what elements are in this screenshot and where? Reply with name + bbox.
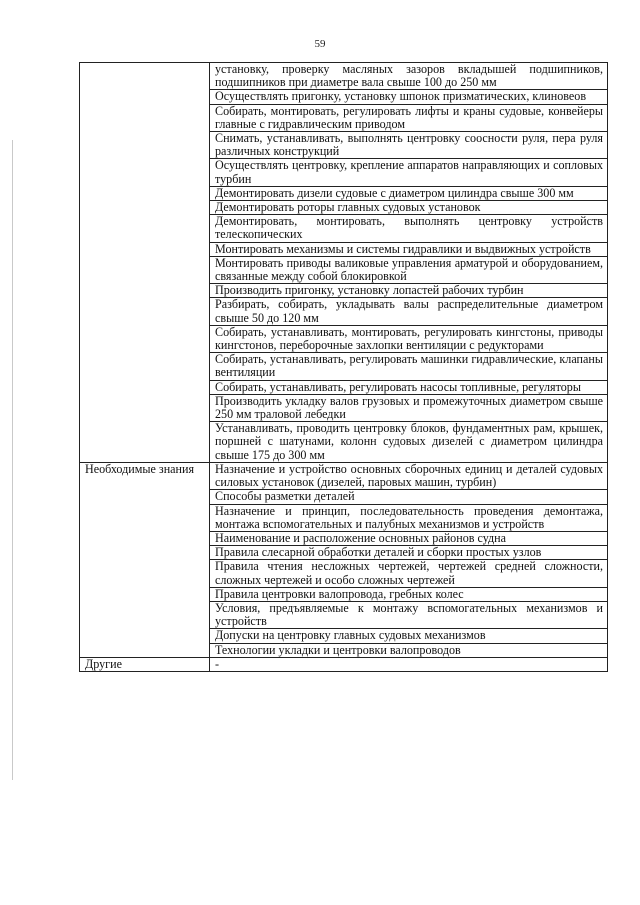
other-label: Другие — [80, 657, 210, 671]
skill-item: Демонтировать, монтировать, выполнять центровку устройств телескопических — [210, 215, 608, 242]
table-row — [80, 63, 608, 90]
skill-item: Собирать, устанавливать, монтировать, регулировать кингстоны, приводы кингстонов, переборочные захлопки вентиляции с редукторами — [210, 325, 608, 352]
skill-item: Осуществлять пригонку, установку шпонок призматических, клиновеов — [210, 90, 608, 104]
knowledge-item: Способы разметки деталей — [210, 490, 608, 504]
skill-item: Демонтировать роторы главных судовых установок — [210, 201, 608, 215]
requirements-table — [79, 62, 608, 672]
skill-item: Производить укладку валов грузовых и промежуточных диаметром свыше 250 мм траловой лебедки — [210, 394, 608, 421]
skill-item: Снимать, устанавливать, выполнять центровку соосности руля, пера руля различных конструкций — [210, 132, 608, 159]
skill-item: Производить пригонку, установку лопастей рабочих турбин — [210, 284, 608, 298]
knowledge-item: Назначение и устройство основных сборочных единиц и деталей судовых силовых установок (дизелей, паровых машин, турбин) — [210, 462, 608, 489]
skill-item: Разбирать, собирать, укладывать валы распределительные диаметром свыше 50 до 120 мм — [210, 298, 608, 325]
skill-item: Осуществлять центровку, крепление аппаратов направляющих и сопловых турбин — [210, 159, 608, 186]
table-row — [80, 657, 608, 671]
knowledge-item: Технологии укладки и центровки валопроводов — [210, 643, 608, 657]
table-row — [80, 462, 608, 489]
skill-item: установку, проверку масляных зазоров вкладышей подшипников, подшипников при диаметре вала свыше 100 до 250 мм — [210, 63, 608, 90]
knowledge-item: Наименование и расположение основных районов судна — [210, 531, 608, 545]
skill-item: Монтировать механизмы и системы гидравлики и выдвижных устройств — [210, 242, 608, 256]
other-value: - — [210, 657, 608, 671]
skills-section-cell — [80, 63, 210, 463]
knowledge-item: Правила чтения несложных чертежей, чертежей средней сложности, сложных чертежей и особо сложных чертежей — [210, 560, 608, 587]
page-number: 59 — [314, 38, 326, 50]
skill-item: Монтировать приводы валиковые управления арматурой и оборудованием, связанные между собой блокировкой — [210, 256, 608, 283]
skill-item: Собирать, монтировать, регулировать лифты и краны судовые, конвейеры главные с гидравлическим приводом — [210, 104, 608, 131]
knowledge-item: Правила центровки валопровода, гребных колес — [210, 587, 608, 601]
knowledge-item: Допуски на центровку главных судовых механизмов — [210, 629, 608, 643]
knowledge-item: Правила слесарной обработки деталей и сборки простых узлов — [210, 546, 608, 560]
knowledge-item: Условия, предъявляемые к монтажу вспомогательных механизмов и устройств — [210, 601, 608, 628]
knowledge-label: Необходимые знания — [80, 462, 210, 657]
skill-item: Демонтировать дизели судовые с диаметром цилиндра свыше 300 мм — [210, 186, 608, 200]
skill-item: Собирать, устанавливать, регулировать насосы топливные, регуляторы — [210, 380, 608, 394]
knowledge-item: Назначение и принцип, последовательность проведения демонтажа, монтажа вспомогательных и палубных механизмов и устройств — [210, 504, 608, 531]
scan-edge-line — [12, 140, 13, 780]
skill-item: Устанавливать, проводить центровку блоков, фундаментных рам, крышек, поршней с шатунами, колонн судовых дизелей с диаметром цилиндра свыше 175 до 300 мм — [210, 422, 608, 463]
skill-item: Собирать, устанавливать, регулировать машинки гидравлические, клапаны вентиляции — [210, 353, 608, 380]
